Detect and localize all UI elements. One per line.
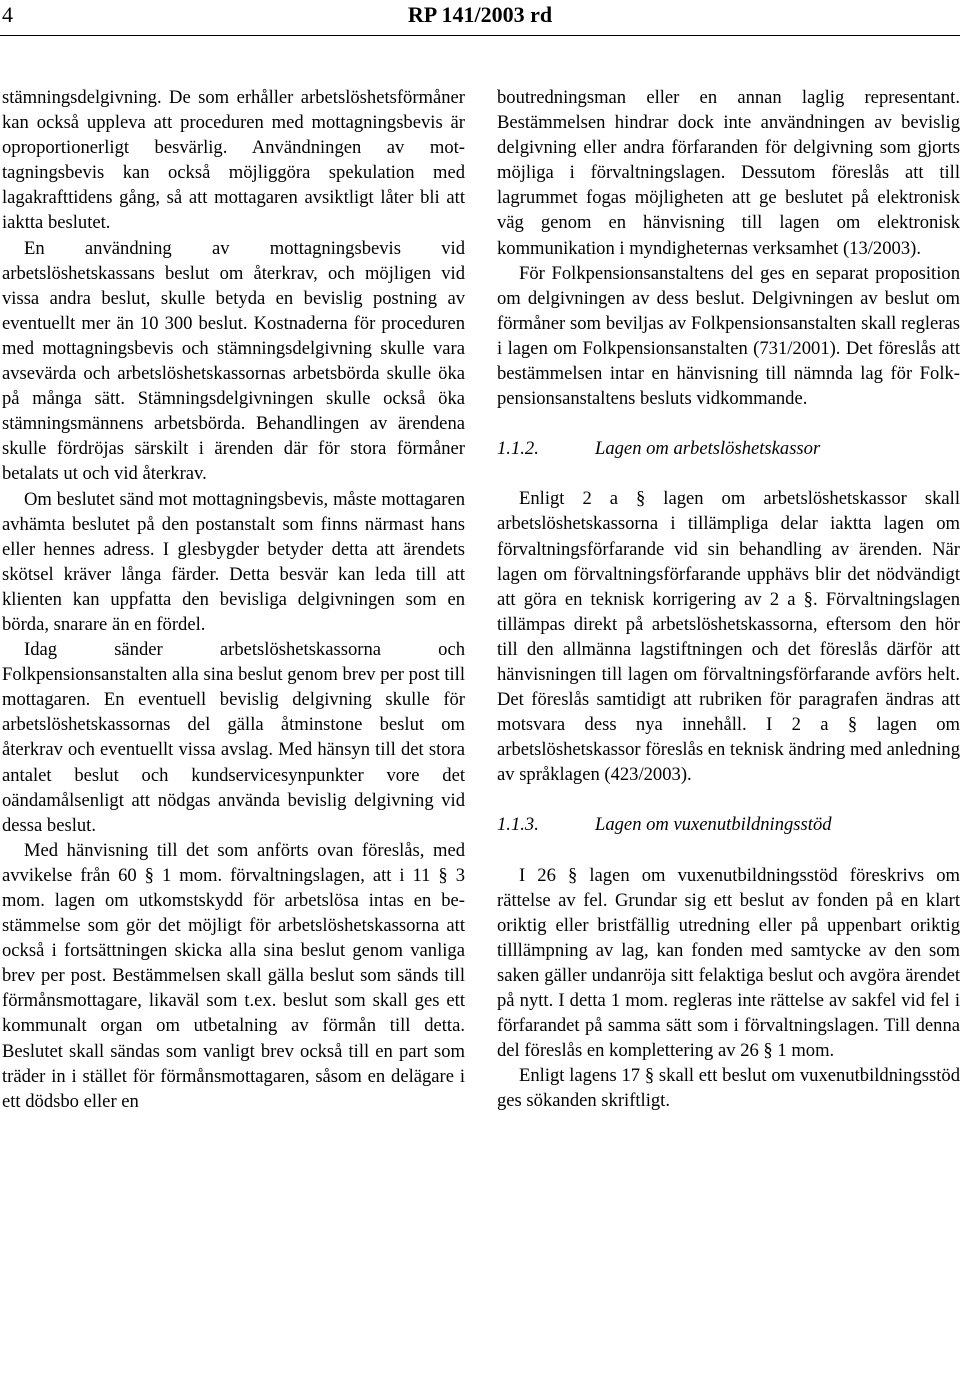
page-header bbox=[0, 0, 960, 44]
paragraph: Enligt 2 a § lagen om arbetslöshetskassor skall arbetslöshetskassorna i tillämpliga delar iaktta lagen om förvaltningsförfarande vid sin behandling av ärenden. När lagen om förvaltningsförfarande upphävs blir det nödvändigt att göra en teknisk korrigering av 2 a §. Förvaltningslagen tillämpas direkt på arbetslöshetskassorna, eftersom den hör till den allmänna lagstiftningen och det föreslås därför att hänvisningen till lagen om förvaltningsförfarande avförs helt. Det föreslås samtidigt att rubriken för paragrafen ändras att motsvara dess nya innehåll. I 2 a § lagen om arbetslöshetskassor föreslås en teknisk ändring med anledning av språklagen (423/2003). bbox=[497, 488, 960, 786]
paragraph: I 26 § lagen om vuxenutbildningsstöd föreskrivs om rättelse av fel. Grundar sig ett beslut av fonden på en klart oriktig eller bristfällig utredning eller på uppenbart oriktig tilllämpning av lag, kan fonden med samtycke av den som saken gäller undanröja sitt felaktiga beslut och avgöra ärendet på nytt. I detta 1 mom. regleras inte rättelse av sakfel vid fel i förfarandet på samma sätt som i förvaltningslagen. Till denna del föreslås en komplettering av 26 § 1 mom. bbox=[497, 864, 960, 1062]
paragraph: För Folkpensionsanstaltens del ges en separat proposition om delgivningen av dess beslut. Delgivningen av beslut om förmåner som beviljas av Folkpensionsanstalten skall regleras i lagen om Folkpensionsanstalten (731/2001). Det föreslås att bestämmelsen intar en hänvisning till nämnda lag för Folkpensionsanstaltens besluts vidkommande. bbox=[497, 262, 960, 410]
page-number: 4 bbox=[2, 2, 13, 27]
paragraph: Med hänvisning till det som anförts ovan föreslås, med avvikelse från 60 § 1 mom. förvaltningslagen, att i 11 § 3 mom. lagen om utkomstskydd för arbetslösa intas en bestämmelse som gör det möjligt för arbetslöshetskassorna att också i fortsättningen skicka alla sina beslut genom vanliga brev per post. Bestämmelsen skall gälla beslut som sänds till förmånsmottagare, likaväl som t.ex. beslut som skall ges ett kommunalt organ om utbetalning av förmån till detta. Beslutet skall sändas som vanligt brev också till en part som träder in i stället för förmånsmottagaren, såsom en delägare i ett dödsbo eller en bbox=[2, 839, 465, 1112]
paragraph: En användning av mottagningsbevis vid arbetslöshetskassans beslut om återkrav, och möjligen vid vissa andra beslut, skulle betyda en bevislig postning av eventuellt mer än 10 300 beslut. Kostnaderna för proceduren med mottagningsbevis och stämningsdelgivning skulle vara avsevärda och arbetslöshetskassornas arbetsbörda skulle öka på många sätt. Stämningsdelgivningen skulle också öka stämningsmännens arbetsbörda. Behandlingen av ärendena skulle fördröjas särskilt i ärenden där för stora förmåner betalats ut och vid återkrav. bbox=[2, 237, 465, 485]
paragraph: Enligt lagens 17 § skall ett beslut om vuxenutbildningsstöd ges sökanden skriftligt. bbox=[497, 1065, 960, 1112]
paragraph: boutredningsman eller en annan laglig representant. Bestämmelsen hindrar dock inte användningen av bevislig delgivning eller andra förfaranden för delgivning som gjorts möjliga i förvaltningslagen. Dessutom föreslås att till lagrummet fogas möjligheten att ge beslutet på elektronisk väg genom en hänvisning till lagen om elektronisk kommunikation i myndigheternas verksamhet (13/2003). bbox=[497, 87, 960, 259]
right-column bbox=[497, 85, 960, 1113]
section-title: Lagen om arbetslöshetskassor bbox=[595, 438, 821, 460]
section-number: 1.1.2. bbox=[497, 438, 539, 460]
paragraph: Idag sänder arbetslöshetskassorna och Folkpensionsanstalten alla sina beslut genom brev per post till mottagaren. En eventuell bevislig delgivning skulle för arbetslöshetskassornas del gälla åtminstone beslut om återkrav och eventuellt vissa avslag. Med hänsyn till det stora antalet beslut och kundservicesynpunkter vore det oändamålsenligt att nödgas använda bevislig delgivning vid dessa beslut. bbox=[2, 639, 465, 836]
section-number: 1.1.3. bbox=[497, 814, 539, 836]
section-title: Lagen om vuxenutbildningsstöd bbox=[595, 814, 832, 836]
document-id: RP 141/2003 rd bbox=[407, 2, 553, 27]
left-column bbox=[2, 85, 465, 1114]
section-heading bbox=[497, 436, 960, 461]
paragraph: Om beslutet sänd mot mottagningsbevis, måste mottagaren avhämta beslutet på den postanstalt som finns närmast hans eller hennes adress. I glesbygder betyder detta att ärendets skötsel kräver långa färder. Detta besvär kan leda till att klienten kan uppfatta den bevisliga delgivningen som en börda, snarare än en fördel. bbox=[2, 488, 465, 635]
header-rule bbox=[0, 35, 960, 36]
section-heading bbox=[497, 812, 960, 837]
paragraph: stämningsdelgivning. De som erhåller arbetslöshetsförmåner kan också uppleva att proceduren med mottagningsbevis är oproportionerligt besvärlig. Användningen av mottagningsbevis kan också möjliggöra spekulation med lagakrafttidens gång, så att mottagaren avsiktligt låter bli att iaktta beslutet. bbox=[2, 87, 465, 234]
